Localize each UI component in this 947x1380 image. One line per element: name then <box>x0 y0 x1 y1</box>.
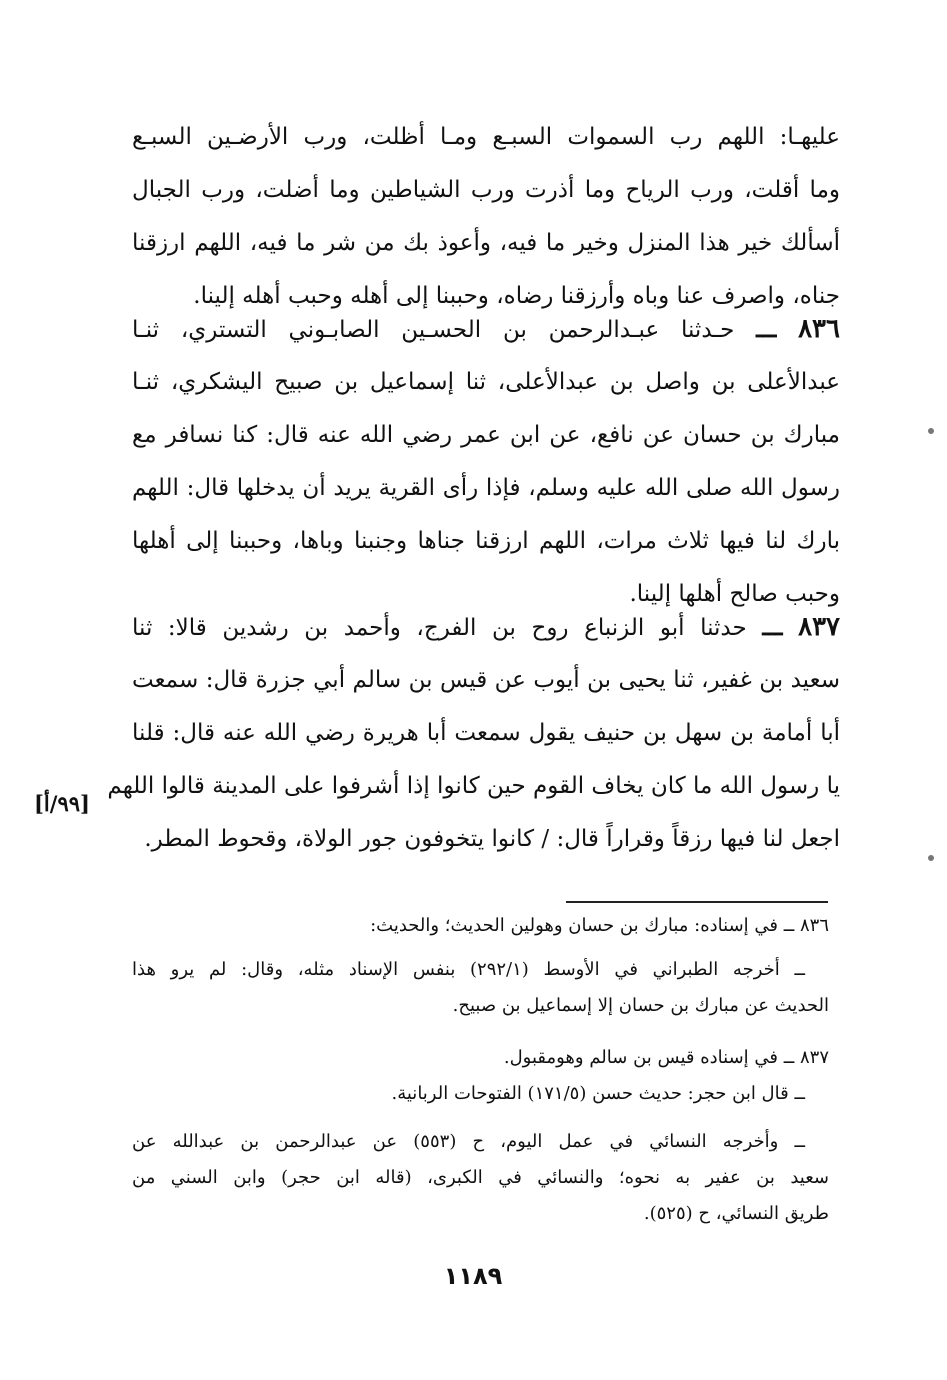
scan-speck <box>928 428 934 434</box>
footnote-line: طريق النسائي، ح (٥٢٥). <box>643 1203 829 1224</box>
hadith-836 <box>132 303 840 621</box>
hadith-first-line <box>132 601 840 654</box>
text-line: مبارك بن حسان عن نافع، عن ابن عمر رضي الله عنه قال: كنا نسافر مع <box>132 422 840 448</box>
scan-speck <box>928 855 934 861</box>
footnote-line: ٨٣٧ ــ في إسناده قيس بن سالم وهومقبول. <box>503 1047 829 1068</box>
footnote-836 <box>132 908 829 1024</box>
hadith-dash: ـــ <box>762 614 783 641</box>
hadith-837 <box>107 601 841 866</box>
text-line: رسول الله صلى الله عليه وسلم، فإذا رأى القرية يريد أن يدخلها قال: اللهم <box>132 475 840 501</box>
text-line: سعيد بن غفير، ثنا يحيى بن أيوب عن قيس بن سالم أبي جزرة قال: سمعت <box>132 667 840 693</box>
continuation-paragraph <box>132 111 840 323</box>
hadith-dash: ـــ <box>756 316 777 343</box>
hadith-first-line <box>132 303 840 356</box>
text-line: وما أقلت، ورب الرياح وما أذرت ورب الشياطين وما أضلت، ورب الجبال <box>132 177 840 203</box>
footnote-line: ــ وأخرجه النسائي في عمل اليوم، ح (٥٥٣) عن عبدالرحمن بن عبدالله عن <box>132 1131 806 1152</box>
text-line: أبا أمامة بن سهل بن حنيف يقول سمعت أبا هريرة رضي الله عنه قال: قلنا <box>132 720 840 746</box>
text-line: بارك لنا فيها ثلاث مرات، اللهم ارزقنا جناها وجنبنا وباها، وحببنا إلى أهلها <box>132 528 840 554</box>
text-line: يا رسول الله ما كان يخاف القوم حين كانوا إذا أشرفوا على المدينة قالوا اللهم <box>107 773 840 799</box>
hadith-number: ٨٣٦ <box>798 314 840 344</box>
folio-marker: [٩٩/أ] <box>34 791 90 816</box>
footnote-line: ــ أخرجه الطبراني في الأوسط (٢٩٢/١) بنفس الإسناد مثله، وقال: لم يرو هذا <box>132 959 805 980</box>
page-number: ١١٨٩ <box>443 1262 503 1290</box>
footnote-separator <box>566 901 828 903</box>
hadith-number: ٨٣٧ <box>798 612 841 642</box>
hadith-text: حدثنا أبو الزنباع روح بن الفرج، وأحمد بن رشدين قالا: ثنا <box>132 615 747 641</box>
footnote-837-continued <box>132 1124 829 1232</box>
text-line: وحبب صالح أهلها إلينا. <box>629 581 840 607</box>
text-line: أسألك خير هذا المنزل وخير ما فيه، وأعوذ بك من شر ما فيه، اللهم ارزقنا <box>132 230 840 256</box>
footnote-line: سعيد بن عفير به نحوه؛ والنسائي في الكبرى، (قاله ابن حجر) وابن السني من <box>132 1167 829 1188</box>
footnote-line: ــ قال ابن حجر: حديث حسن (١٧١/٥) الفتوحات الربانية. <box>391 1083 805 1104</box>
footnote-line: الحديث عن مبارك بن حسان إلا إسماعيل بن صبيح. <box>452 995 829 1016</box>
footnote-line: ٨٣٦ ــ في إسناده: مبارك بن حسان وهولين الحديث؛ والحديث: <box>370 915 829 936</box>
text-line: عليهـا: اللهم رب السموات السبـع ومـا أظلت، ورب الأرضـين السبـع <box>132 124 840 150</box>
hadith-text: حـدثنا عبـدالرحمن بن الحسـين الصابـوني التستري، ثنـا <box>132 317 735 343</box>
footnote-837 <box>132 1040 829 1112</box>
text-line: جناه، واصرف عنا وباه وأرزقنا رضاه، وحببنا إلى أهله وحبب أهله إلينا. <box>193 283 840 309</box>
text-line: اجعل لنا فيها رزقاً وقراراً قال: / كانوا يتخوفون جور الولاة، وقحوط المطر. <box>144 826 840 852</box>
text-line: عبدالأعلى بن واصل بن عبدالأعلى، ثنا إسماعيل بن صبيح اليشكري، ثنـا <box>132 369 840 395</box>
